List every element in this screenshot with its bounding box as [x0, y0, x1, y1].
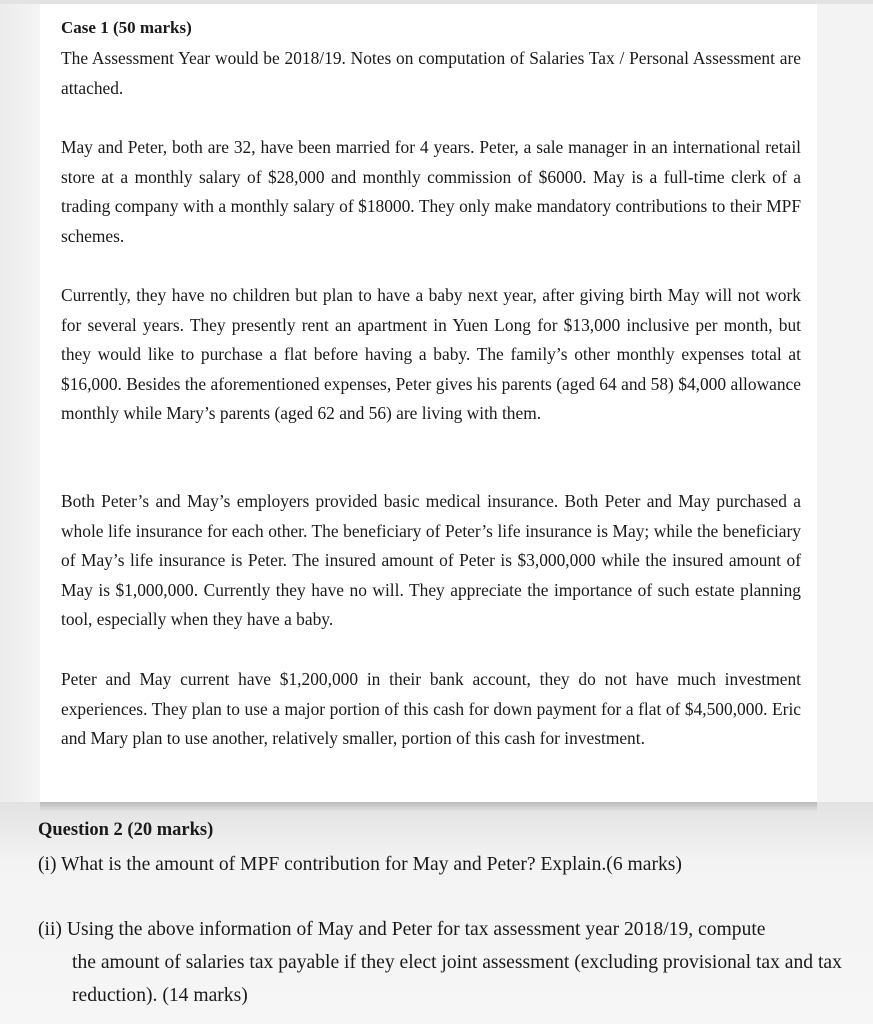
- paragraph-insurance: Both Peter’s and May’s employers provided basic medical insurance. Both Peter and May purchased a whole life insurance for each other. The beneficiary of Peter’s life insurance is May; while the beneficiary of May’s life insurance is Peter. The insured amount of Peter is $3,000,000 while the insured amount of May is $1,000,000. Currently they have no will. They appreciate the importance of such estate planning tool, especially when they have a baby.: [61, 491, 801, 630]
- question-part-ii-line1: (ii) Using the above information of May and Peter for tax assessment year 2018/19, compute: [38, 919, 766, 940]
- right-margin: [817, 4, 873, 802]
- page-shadow: [40, 802, 817, 812]
- paragraph-assessment-year: The Assessment Year would be 2018/19. Notes on computation of Salaries Tax / Personal Assessment are attached.: [61, 48, 801, 98]
- question-part-i: (i) What is the amount of MPF contribution for May and Peter? Explain.(6 marks): [38, 854, 682, 875]
- question-heading: Question 2 (20 marks): [38, 820, 214, 840]
- left-margin: [0, 4, 40, 802]
- paragraph-background: May and Peter, both are 32, have been married for 4 years. Peter, a sale manager in an international retail store at a monthly salary of $28,000 and monthly commission of $6000. May is a full-time clerk of a trading company with a monthly salary of $18000. They only make mandatory contributions to their MPF schemes.: [61, 137, 801, 246]
- question-part-ii: [38, 913, 866, 1012]
- paragraph-expenses: Currently, they have no children but plan to have a baby next year, after giving birth May will not work for several years. They presently rent an apartment in Yuen Long for $13,000 inclusive per month, but they would like to purchase a flat before having a baby. The family’s other monthly expenses total at $16,000. Besides the aforementioned expenses, Peter gives his parents (aged 64 and 58) $4,000 allowance monthly while Mary’s parents (aged 62 and 56) are living with them.: [61, 285, 801, 424]
- case-heading: Case 1 (50 marks): [61, 18, 192, 37]
- paragraph-savings: Peter and May current have $1,200,000 in their bank account, they do not have much investment experiences. They plan to use a major portion of this cash for down payment for a flat of $4,500,000. Eric and Mary plan to use another, relatively smaller, portion of this cash for investment.: [61, 669, 801, 749]
- question-part-ii-continuation: the amount of salaries tax payable if they elect joint assessment (excluding provisional tax and tax reduction). (14 marks): [72, 952, 842, 1006]
